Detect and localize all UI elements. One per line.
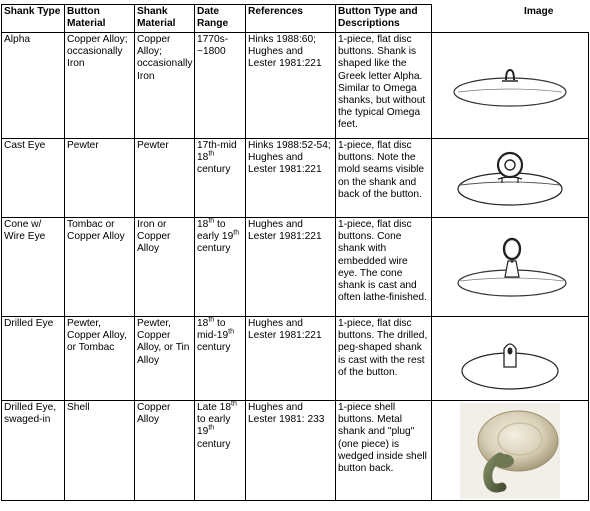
header-date-range: Date Range (195, 5, 246, 33)
shell-button-photo (460, 403, 560, 499)
cell-date-range: 17th-mid 18th century (195, 139, 246, 218)
cell-button-material: Copper Alloy; occasionally Iron (65, 33, 135, 139)
cell-references: Hughes and Lester 1981: 233 (246, 401, 336, 501)
cell-shank-type: Alpha (2, 33, 65, 139)
cell-description: 1-piece, flat disc buttons. Shank is shaped like the Greek letter Alpha. Similar to Omega shanks, but without the typical Omega feet. (336, 33, 432, 139)
cell-button-material: Shell (65, 401, 135, 501)
cell-references: Hughes and Lester 1981:221 (246, 218, 336, 317)
header-references: References (246, 5, 336, 33)
cell-references: Hughes and Lester 1981:221 (246, 317, 336, 401)
header-image (432, 5, 589, 33)
cell-description: 1-piece shell buttons. Metal shank and "plug" (one piece) is wedged inside shell button back. (336, 401, 432, 501)
cell-button-material: Pewter, Copper Alloy, or Tombac (65, 317, 135, 401)
header-shank-material: Shank Material (135, 5, 195, 33)
cell-button-material: Tombac or Copper Alloy (65, 218, 135, 317)
cell-image (432, 317, 589, 401)
cell-description: 1-piece, flat disc buttons. Note the mold seams visible on the shank and back of the button. (336, 139, 432, 218)
cell-image (432, 139, 589, 218)
cell-shank-type: Cone w/ Wire Eye (2, 218, 65, 317)
table-row (2, 139, 589, 218)
cell-date-range: 18th to mid-19th century (195, 317, 246, 401)
drilled-eye-button-drawing (450, 323, 570, 395)
header-image-label: Image (524, 5, 554, 17)
cone-wire-eye-button-drawing (450, 227, 570, 307)
table-row (2, 401, 589, 501)
cell-shank-material: Pewter (135, 139, 195, 218)
cell-image (432, 33, 589, 139)
header-shank-type: Shank Type (2, 5, 65, 33)
cell-image (432, 218, 589, 317)
cell-references: Hinks 1988:60; Hughes and Lester 1981:221 (246, 33, 336, 139)
cell-image (432, 401, 589, 501)
cell-date-range: 18th to early 19th century (195, 218, 246, 317)
cell-shank-type: Drilled Eye (2, 317, 65, 401)
cast-eye-button-drawing (450, 143, 570, 213)
cell-shank-material: Iron or Copper Alloy (135, 218, 195, 317)
cell-date-range: Late 18th to early 19th century (195, 401, 246, 501)
cell-description: 1-piece, flat disc buttons. Cone shank with embedded wire eye. The cone shank is cast and often lathe-finished. (336, 218, 432, 317)
header-row (2, 5, 589, 33)
cell-shank-material: Copper Alloy (135, 401, 195, 501)
table-row (2, 317, 589, 401)
cell-button-material: Pewter (65, 139, 135, 218)
cell-shank-type: Cast Eye (2, 139, 65, 218)
cell-shank-type: Drilled Eye, swaged-in (2, 401, 65, 501)
header-button-material: Button Material (65, 5, 135, 33)
alpha-shank-button-drawing (450, 56, 570, 116)
table-row (2, 33, 589, 139)
table-row (2, 218, 589, 317)
cell-shank-material: Copper Alloy; occasionally Iron (135, 33, 195, 139)
header-button-type: Button Type and Descriptions (336, 5, 432, 33)
cell-date-range: 1770s-~1800 (195, 33, 246, 139)
cell-references: Hinks 1988:52-54; Hughes and Lester 1981:221 (246, 139, 336, 218)
cell-shank-material: Pewter, Copper Alloy, or Tin Alloy (135, 317, 195, 401)
shank-types-table (1, 4, 589, 501)
cell-description: 1-piece, flat disc buttons. The drilled, peg-shaped shank is cast with the rest of the button. (336, 317, 432, 401)
